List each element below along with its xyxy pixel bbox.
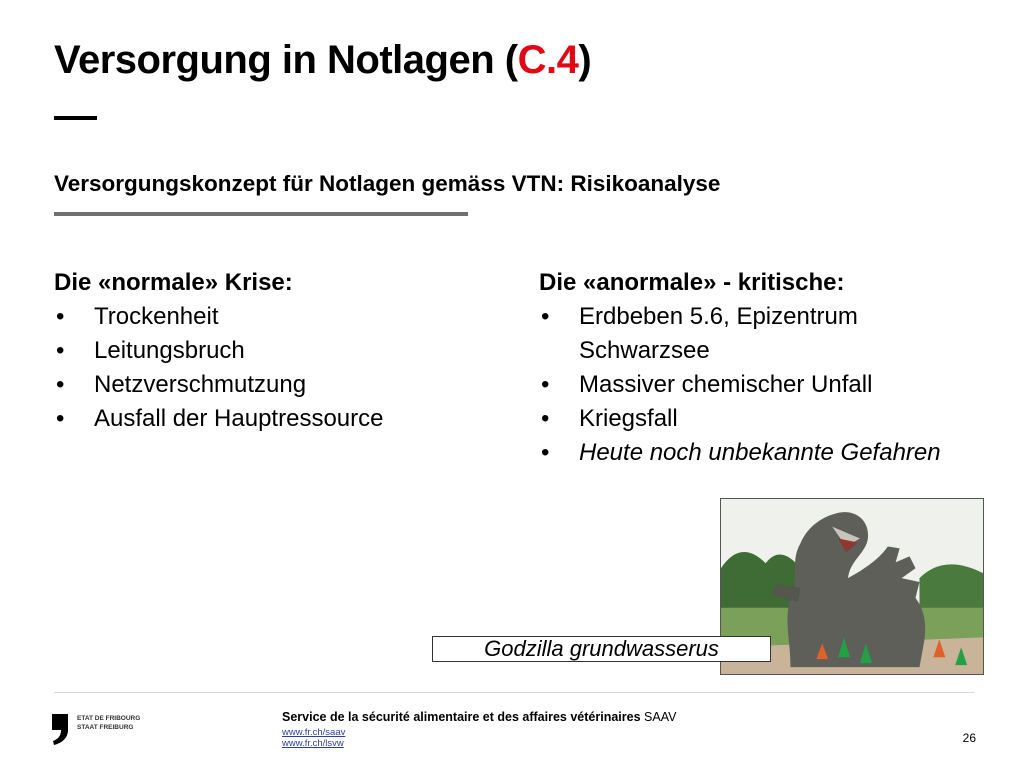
- bullet-icon: •: [56, 405, 65, 432]
- bullet-icon: •: [56, 337, 65, 364]
- title-close: ): [578, 38, 592, 82]
- title-code: C.4: [517, 38, 579, 82]
- service-abbreviation: SAAV: [644, 710, 677, 724]
- list-item-text: Trockenheit: [94, 303, 219, 330]
- list-item-text: Leitungsbruch: [94, 337, 245, 364]
- list-item: [54, 402, 494, 436]
- list-item: [539, 436, 959, 470]
- left-column: [54, 266, 494, 436]
- right-column-heading: Die «anormale» - kritische:: [539, 269, 845, 296]
- service-full-name: Service de la sécurité alimentaire et des affaires vétérinaires: [282, 710, 641, 724]
- bullet-icon: •: [56, 303, 65, 330]
- list-item-text: Ausfall der Hauptressource: [94, 405, 384, 432]
- bullet-icon: •: [56, 371, 65, 398]
- footer-divider: [54, 692, 974, 693]
- list-item-text: Massiver chemischer Unfall: [579, 371, 873, 398]
- title-dash-rule: [54, 116, 97, 120]
- right-column: [539, 266, 959, 470]
- list-item: [54, 368, 494, 402]
- right-column-list: [539, 300, 959, 470]
- left-column-list: [54, 300, 494, 436]
- title-text: Versorgung in Notlagen (: [54, 38, 518, 82]
- bullet-icon: •: [541, 405, 550, 432]
- list-item: [539, 300, 959, 368]
- saav-link[interactable]: www.fr.ch/saav: [282, 727, 346, 738]
- org-line-1: ETAT DE FRIBOURG: [77, 715, 141, 722]
- org-line-2: STAAT FREIBURG: [77, 724, 134, 731]
- list-item: [539, 402, 959, 436]
- list-item-text: Kriegsfall: [579, 405, 678, 432]
- subtitle-underline: [54, 212, 468, 216]
- photo-caption: Godzilla grundwasserus: [432, 636, 771, 662]
- slide-subtitle: Versorgungskonzept für Notlagen gemäss VTN: Risikoanalyse: [54, 171, 721, 196]
- service-name: [282, 710, 676, 724]
- slide-title: [54, 38, 591, 83]
- fribourg-logo-icon: [50, 712, 70, 746]
- list-item: [54, 334, 494, 368]
- bullet-icon: •: [541, 303, 550, 330]
- list-item-text: Erdbeben 5.6, Epizentrum Schwarzsee: [579, 303, 858, 364]
- bullet-icon: •: [541, 371, 550, 398]
- logo-text: [77, 714, 140, 732]
- list-item: [54, 300, 494, 334]
- lsvw-link[interactable]: www.fr.ch/lsvw: [282, 738, 344, 749]
- list-item: [539, 368, 959, 402]
- left-column-heading: Die «normale» Krise:: [54, 269, 293, 296]
- list-item-text: Heute noch unbekannte Gefahren: [579, 439, 941, 466]
- list-item-text: Netzverschmutzung: [94, 371, 307, 398]
- page-number: 26: [962, 731, 976, 745]
- bullet-icon: •: [541, 439, 550, 466]
